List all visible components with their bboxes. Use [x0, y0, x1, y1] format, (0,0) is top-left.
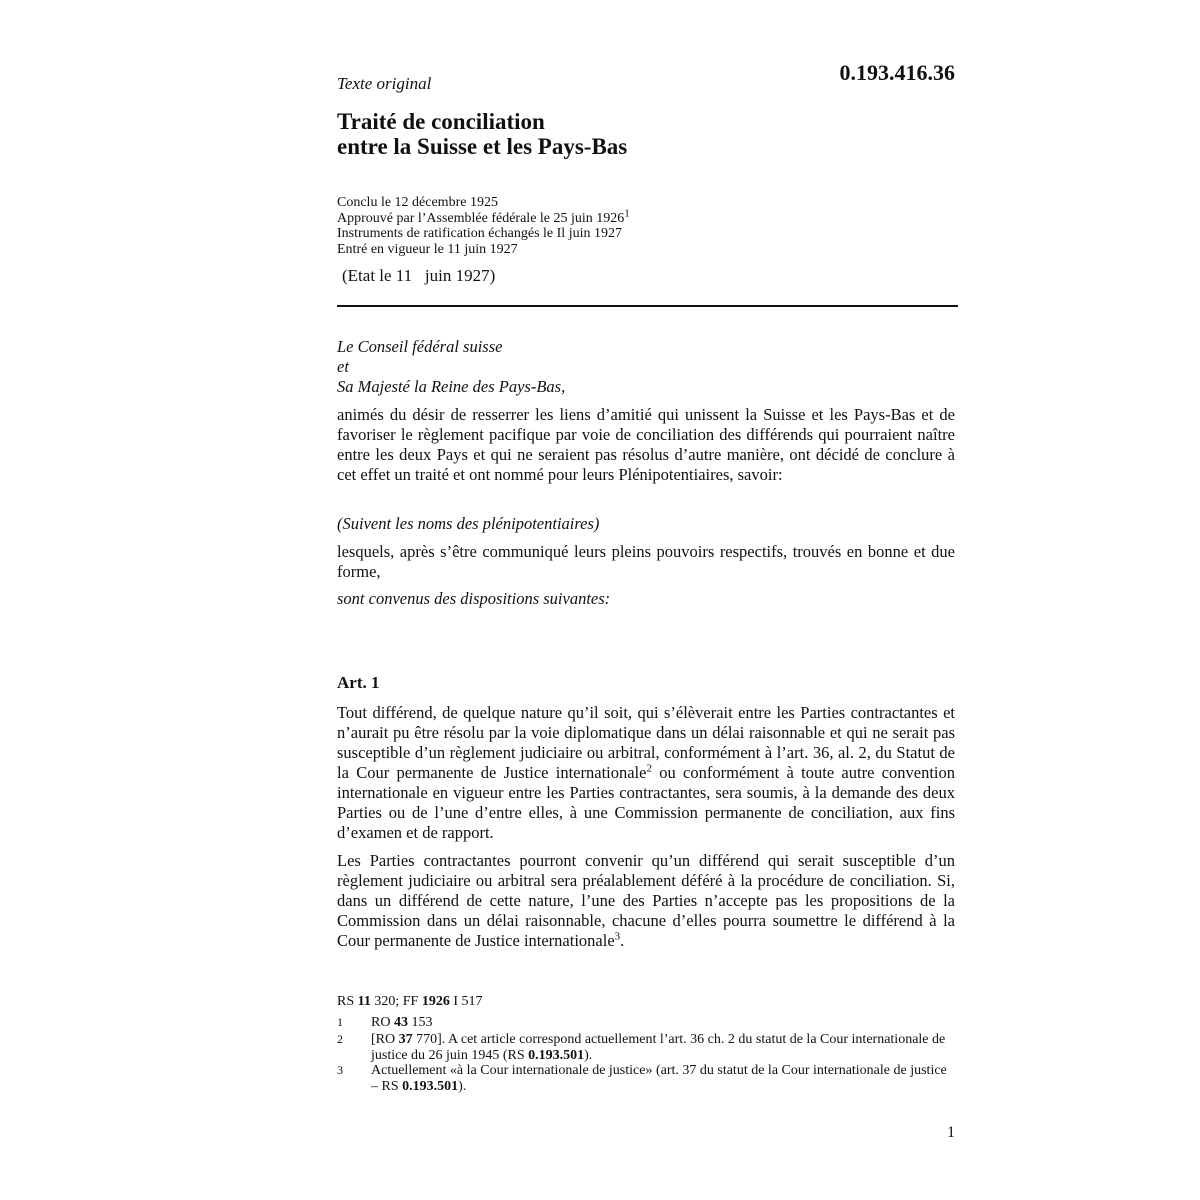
preamble-text: animés du désir de resserrer les liens d’amitié qui unissent la Suisse et les Pays-Bas et de favoriser le règlement pacifique par voie de conciliation des différends qui pourraient naître entre les deux Pays et qui ne seraient pas résolus d’autre manière, ont décidé de conclure à cet effet un traité et ont nommé pour leurs Plénipotentiaires, savoir: — [337, 405, 955, 484]
title-line-2: entre la Suisse et les Pays-Bas — [337, 134, 628, 159]
footnote-ref-2[interactable]: 2 — [646, 762, 652, 775]
article-1-paragraph-2: Les Parties contractantes pourront convenir qu’un différend qui serait susceptible d’un règlement judiciaire ou arbitral sera préalablement déféré à la procédure de conciliation. Si, dans un différend de cette nature, l’une des Parties n’accepte pas les propositions de la Commission dans un délai raisonnable, chacune d’elles pourra soumettre le différend à la Cour permanente de Justice internationale$^3$. — [337, 851, 955, 950]
ratification-date: Instruments de ratification échangés le Il juin 1927 — [337, 226, 622, 241]
footnote-ref-1[interactable]: 1 — [624, 206, 630, 219]
article-1-title: Art. 1 — [337, 673, 380, 692]
party-conjunction: et — [337, 357, 349, 376]
preamble-convenus: sont convenus des dispositions suivantes: — [337, 589, 611, 608]
footnote-2-number: 2 — [337, 1032, 343, 1046]
title-line-1: Traité de conciliation — [337, 109, 545, 134]
source-label: Texte original — [337, 74, 432, 93]
footnote-3-number: 3 — [337, 1063, 343, 1077]
in-force-date: Entré en vigueur le 11 juin 1927 — [337, 241, 518, 257]
preamble-lesquels: lesquels, après s’être communiqué leurs pleins pouvoirs respectifs, trouvés en bonne et due forme, — [337, 542, 955, 581]
footnote-1-number: 1 — [337, 1015, 343, 1029]
rs-number: 0.193.416.36 — [839, 60, 955, 85]
footnote-2-text: [RO 37 770]. A cet article correspond actuellement l’art. 36 ch. 2 du statut de la Cour internationale de justice du 26 juin 1945 (RS 0.193.501). — [371, 1032, 946, 1063]
header-divider — [337, 305, 958, 307]
footnote-3-text: Actuellement «à la Cour internationale de justice» (art. 37 du statut de la Cour internationale de justice – RS 0.193.501). — [371, 1063, 947, 1094]
footnote-ref-3[interactable]: 3 — [614, 930, 621, 943]
concluded-date: Conclu le 12 décembre 1925 — [337, 195, 498, 210]
article-1-paragraph-1: Tout différend, de quelque nature qu’il soit, qui s’élèverait entre les Parties contractantes et n’aurait pu être résolu par la voie diplomatique dans un délai raisonnable et qui ne serait pas susceptible d’un règlement judiciaire ou arbitral, conformément à l’art. 36, al. 2, du Statut de la Cour permanente de Justice internationale$^2$ ou conformément à toute autre convention internationale en vigueur entre les Parties contractantes, sera soumis, à la demande des deux Parties ou de l’une d’entre elles, à une Commission permanente de conciliation, aux fins d’examen et de rapport. — [337, 703, 955, 842]
source-reference: RS 11 320; FF 1926 I 517 — [337, 994, 483, 1009]
document-title — [337, 109, 627, 159]
approval-date: Approuvé par l’Assemblée fédérale le 25 juin 1926$^1$ — [337, 206, 630, 226]
plenipotentiaries-note: (Suivent les noms des plénipotentiaires) — [337, 514, 600, 533]
footnote-1-text: RO 43 153 — [371, 1015, 433, 1030]
parties — [337, 337, 955, 397]
party-netherlands: Sa Majesté la Reine des Pays-Bas, — [337, 377, 566, 396]
party-switzerland: Le Conseil fédéral suisse — [337, 337, 503, 356]
treaty-metadata — [337, 195, 630, 257]
page-number: 1 — [947, 1124, 955, 1141]
state-date: (Etat le 11 juin 1927) — [342, 266, 496, 285]
